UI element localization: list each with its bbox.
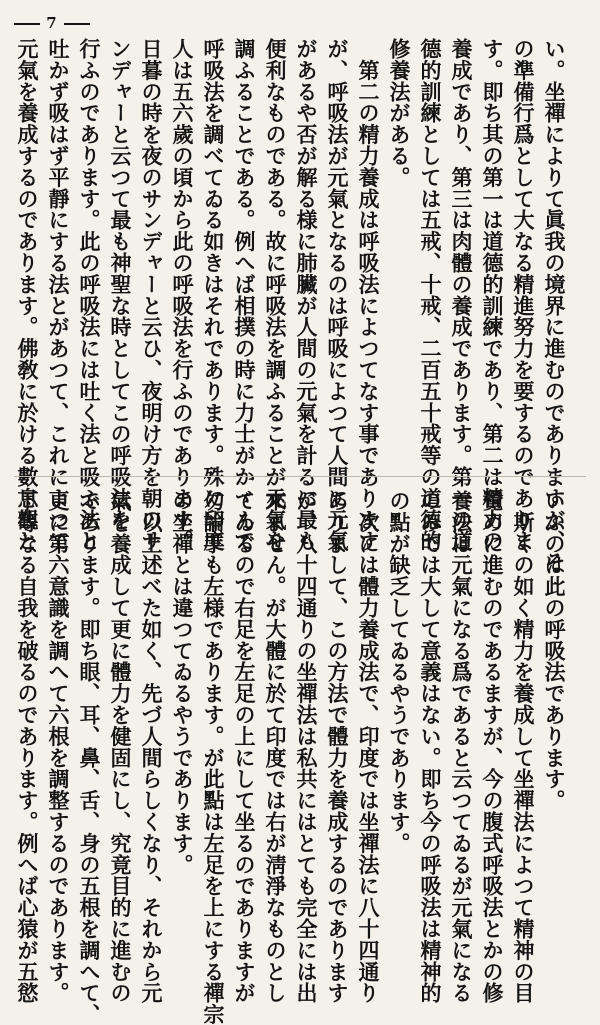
text-column: てゐるので右足を左足の上にして坐るのでありますが bbox=[232, 490, 257, 1004]
text-column: 以上述べた如く、先づ人間らしくなり、それから元 bbox=[139, 490, 164, 1004]
text-column: い。坐禪によりて眞我の境界に進むのでありますが、そ bbox=[542, 38, 567, 573]
text-column: 覺めに進むのであるますが、今の腹式呼吸法とかの修 bbox=[480, 490, 505, 1004]
text-column: 人は五六歲の頃から此の呼吸法を行ふのであります。 bbox=[170, 38, 195, 552]
text-column: があるや否が解る様に肺臟が人間の元氣を計るに最も bbox=[294, 38, 319, 552]
folio-rule-left bbox=[14, 23, 40, 25]
text-column: ありまして、この方法で體力を養成するのであります bbox=[325, 490, 350, 1004]
text-column: が、呼吸法が元氣となるのは呼吸によつて人間に元氣 bbox=[325, 38, 350, 552]
section-divider bbox=[14, 476, 586, 477]
text-column: いふのは此の呼吸法であります。 bbox=[542, 490, 567, 811]
text-column: であります。即ち眼、耳、鼻、舌、身の五根を調へて、 bbox=[77, 490, 102, 1025]
text-column: 第二の精力養成は呼吸法によつてなす事であります bbox=[356, 38, 381, 552]
text-column: 日暮の時を夜のサンデャーと云ひ、夜明け方を朝のサ bbox=[139, 38, 164, 552]
text-column: 元氣を養成するのであります。佛敎に於ける數息觀と bbox=[15, 38, 40, 552]
text-column: 勿論手も左様であります。が此點は左足を上にする禪宗 bbox=[201, 490, 226, 1025]
text-column: 更に第六意識を調へて六根を調整するのであります。 bbox=[46, 490, 71, 1004]
text-column: のみでは大して意義はない。即ち今の呼吸法は精神的 bbox=[418, 490, 443, 1004]
text-column: す。即ち其の第一は道德的訓練であり、第二は精力の bbox=[480, 38, 505, 552]
text-column: 行ふのであります。此の呼吸法には吐く法と吸ふ法と bbox=[77, 38, 102, 552]
upper-text-block bbox=[15, 38, 570, 573]
folio-rule-right bbox=[64, 23, 90, 25]
lower-text-block bbox=[15, 490, 570, 1025]
text-column: が、八十四通りの坐禪法は私共にはとても完全には出 bbox=[294, 490, 319, 1004]
page-number bbox=[14, 14, 90, 32]
text-column: 呼吸法を調べてゐる如きはそれであります。殊に印度 bbox=[201, 38, 226, 552]
text-column: 斯くの如く精力を養成して坐禪法によつて精神の目 bbox=[511, 490, 536, 1004]
text-column: ンデャーと云つて最も神聖な時としてこの呼吸法を bbox=[108, 38, 133, 531]
text-column: 養法は元氣になる爲であると云つてゐるが元氣になる bbox=[449, 490, 474, 1004]
text-column: 調ふることである。例へば相撲の時に力士がかゞんで bbox=[232, 38, 257, 552]
page-number-text: 7 bbox=[46, 14, 58, 32]
text-column: 來ません。が大體に於て印度では右が淸淨なものとし bbox=[263, 490, 288, 1004]
text-column: 養成であり、第三は肉體の養成であります。第一の道 bbox=[449, 38, 474, 552]
text-column: 氣を養成して更に體力を健固にし、究竟目的に進むの bbox=[108, 490, 133, 1004]
text-column: 次には體力養成法で、印度では坐禪法に八十四通り bbox=[356, 490, 381, 1004]
text-column: 修養法がある。 bbox=[387, 38, 412, 188]
text-column: 吐かず吸はず平靜にする法とがあつて、これによつて bbox=[46, 38, 71, 552]
text-column: 下等なる自我を破るのであります。例へば心猿が五慾 bbox=[15, 490, 40, 1004]
text-column: の點が缺乏してゐるやうであります。 bbox=[387, 490, 412, 854]
text-column: の準備行爲として大なる精進努力を要するのでありま bbox=[511, 38, 536, 552]
text-column: の坐禪とは違つてゐるやうであります。 bbox=[170, 490, 195, 876]
text-column: 便利なものである。故に呼吸法を調ふることが元氣を bbox=[263, 38, 288, 552]
text-column: 德的訓練としては五戒、十戒、二百五十戒等の道德的 bbox=[418, 38, 443, 552]
